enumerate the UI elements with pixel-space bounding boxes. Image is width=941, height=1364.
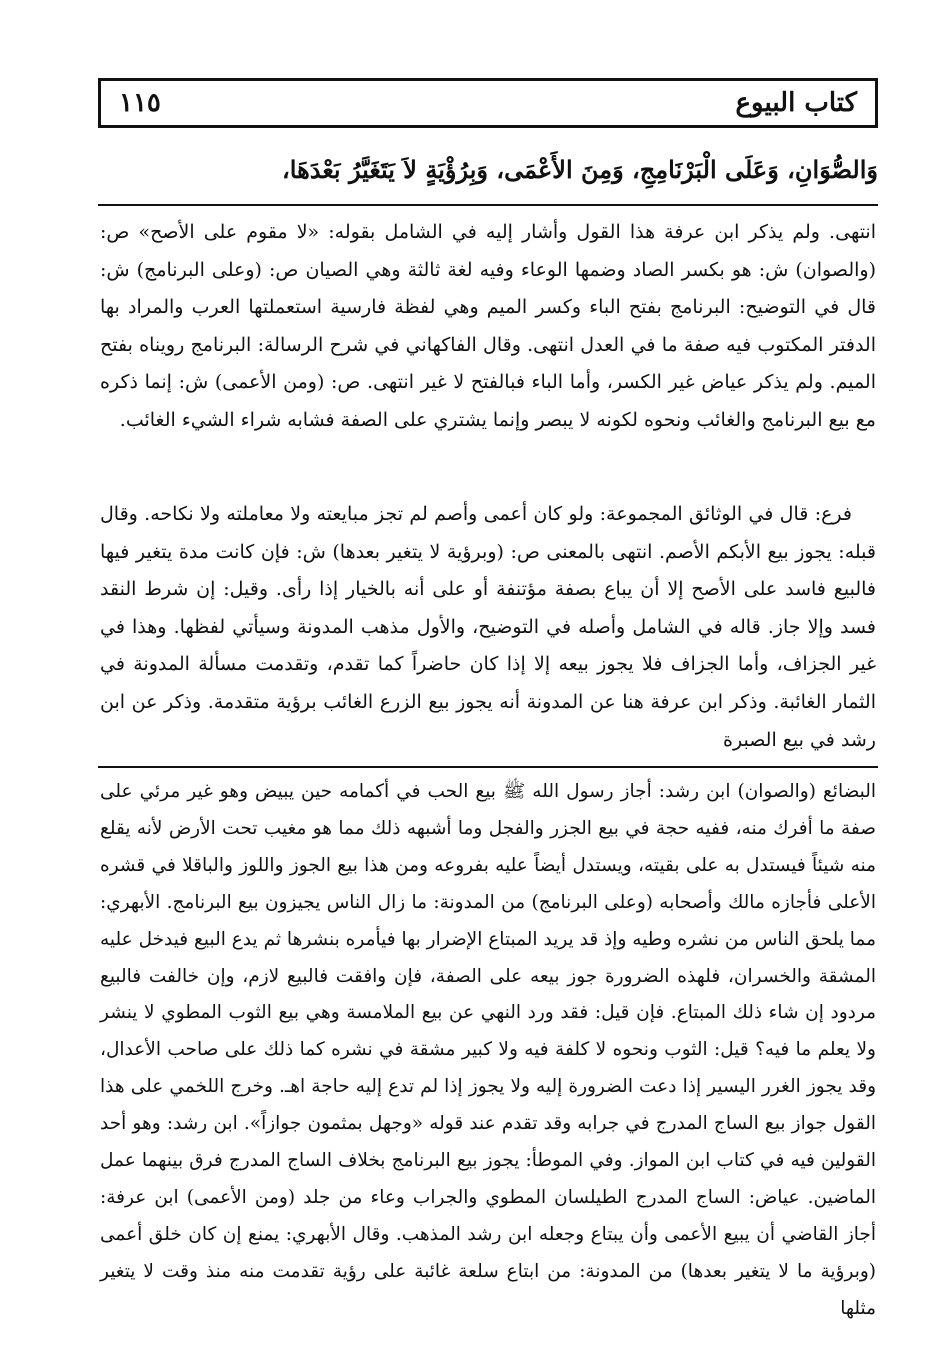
matn-text: وَالصُّوَانِ، وَعَلَى الْبَرْنَامِجِ، وَمِنَ الأَعْمَى، وَبِرُؤْيَةٍ لاَ يَتَغَيَّرُ بَعْدَهَا،	[282, 155, 878, 184]
page-number: ١١٥	[119, 88, 161, 118]
commentary-paragraph-1: انتهى. ولم يذكر ابن عرفة هذا القول وأشار إليه في الشامل بقوله: «لا مقوم على الأصح» ص: (والصوان) ش: هو بكسر الصاد وضمها الوعاء وفيه لغة ثالثة وهي الصيان ص: (وعلى البرنامج) ش: قال في التوضيح: البرنامج بفتح الباء وكسر الميم وهي لفظة فارسية استعملتها العرب والمراد بها الدفتر المكتوب فيه صفة ما في العدل انتهى. وقال الفاكهاني في شرح الرسالة: البرنامج رويناه بفتح الميم. ولم يذكر عياض غير الكسر، وأما الباء فبالفتح لا غير انتهى. ص: (ومن الأعمى) ش: إنما ذكره مع بيع البرنامج والغائب ونحوه لكونه لا يبصر وإنما يشتري على الصفة فشابه شراء الشيء الغائب.	[100, 221, 876, 431]
commentary-paragraph-2: فرع: قال في الوثائق المجموعة: ولو كان أعمى وأصم لم تجز مبايعته ولا معاملته ولا نكاحه. وقال قبله: يجوز بيع الأبكم الأصم. انتهى بالمعنى ص: (وبرؤية لا يتغير بعدها) ش: فإن كانت مدة يتغير فيها فالبيع فاسد على الأصح إلا أن يباع بصفة مؤتنفة أو على أنه بالخيار إذا رأى. وقيل: إن شرط النقد فسد وإلا جاز. قاله في الشامل وأصله في التوضيح، والأول مذهب المدونة وسيأتي لفظها. وهذا في غير الجزاف، وأما الجزاف فلا يجوز بيعه إلا إذا كان حاضراً كما تقدم، وتقدمت مسألة المدونة في الثمار الغائبة. وذكر ابن عرفة هنا عن المدونة أنه يجوز بيع الزرع الغائب برؤية متقدمة. وذكر عن ابن رشد في بيع الصبرة	[100, 503, 876, 751]
footnote-text: البضائع (والصوان) ابن رشد: أجاز رسول الله ﷺ بيع الحب في أكمامه حين يبيض وهو غير مرئي على صفة ما أفرك منه، ففيه حجة في بيع الجزر والفجل وما أشبهه ذلك مما هو مغيب تحت الأرض لأنه يقلع منه شيئاً فيستدل به على بقيته، ويستدل أيضاً عليه بفروعه ومن هذا بيع الجوز واللوز والباقلا في قشره الأعلى فأجازه مالك وأصحابه (وعلى البرنامج) من المدونة: ما زال الناس يجيزون بيع البرنامج. الأبهري: مما يلحق الناس من نشره وطيه وإذ قد يريد المبتاع الإضرار بها فيأمره بنشرها ثم يدع البيع فيدخل عليه المشقة والخسران، فلهذه الضرورة جوز بيعه على الصفة، فإن وافقت فالبيع لازم، وإن خالفت فالبيع مردود إن شاء ذلك المبتاع. فإن قيل: فقد ورد النهي عن بيع الملامسة وهي بيع الثوب المطوي لا ينشر ولا يعلم ما فيه؟ قيل: الثوب ونحوه لا كلفة فيه ولا كبير مشقة في نشره كما ذلك على صاحب الأعدال، وقد يجوز الغرر اليسير إذا دعت الضرورة إليه ولا يجوز إذا لم تدع إليه حاجة اهـ. وخرج اللخمي على هذا القول جواز بيع الساج المدرج في جرابه وقد تقدم عند قوله «وجهل بمثمون جوازاً». ابن رشد: وهو أحد القولين فيه في كتاب ابن المواز. وفي الموطأ: يجوز بيع البرنامج بخلاف الساج المدرج فرق بينهما عمل الماضين. عياض: الساج المدرج الطيلسان المطوي والجراب وعاء من جلد (ومن الأعمى) ابن عرفة: أجاز القاضي أن يبيع الأعمى وأن يبتاع وجعله ابن رشد المذهب. وقال الأبهري: يمنع إن كان خلق أعمى (وبرؤية ما لا يتغير بعدها) من المدونة: من ابتاع سلعة غائبة على رؤية تقدمت منه منذ وقت لا يتغير مثلها	[100, 781, 876, 1319]
chapter-title: كتاب البيوع	[735, 88, 857, 118]
footnote-separator	[98, 766, 878, 768]
page-header	[98, 78, 878, 128]
matn-separator	[98, 204, 878, 206]
